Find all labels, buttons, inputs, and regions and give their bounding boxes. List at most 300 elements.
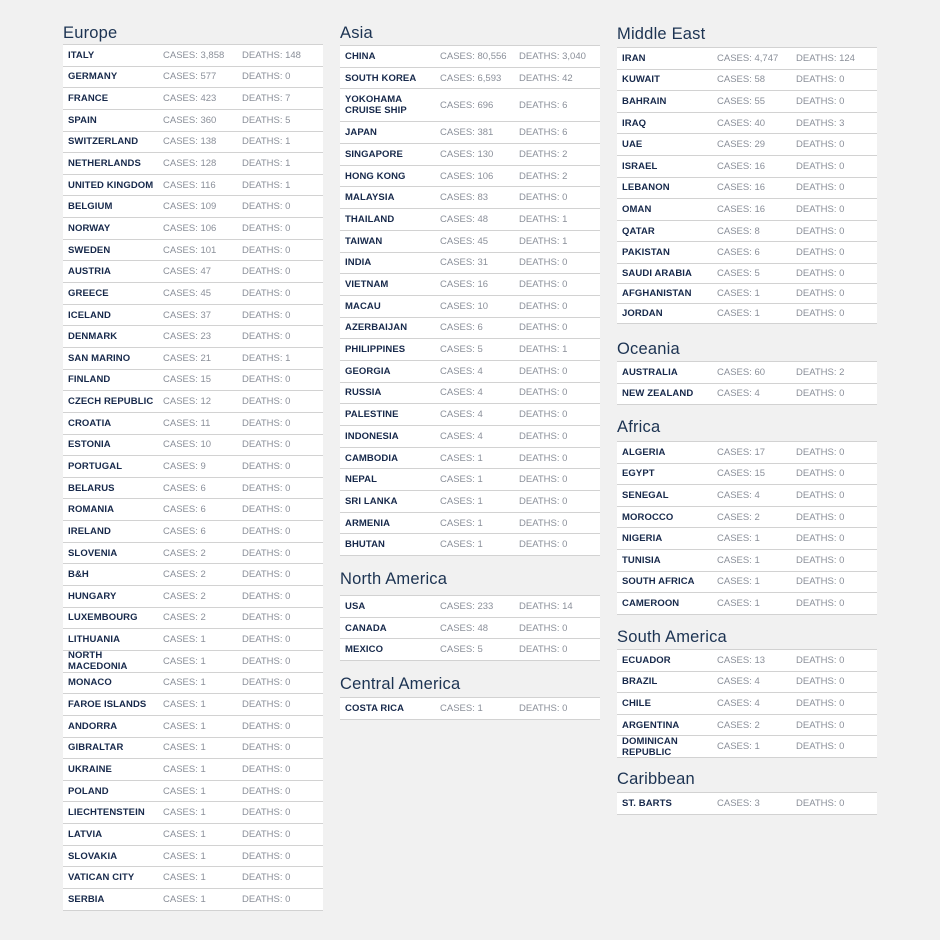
cases-count: CASES: 1 xyxy=(440,495,483,507)
table-row xyxy=(340,274,600,296)
deaths-count: DEATHS: 2 xyxy=(519,148,568,160)
cases-count: CASES: 1 xyxy=(717,741,760,753)
cases-count: CASES: 128 xyxy=(163,158,217,170)
table-row xyxy=(340,339,600,361)
table-row xyxy=(63,694,323,716)
deaths-count: DEATHS: 0 xyxy=(242,266,291,278)
deaths-count: DEATHS: 0 xyxy=(796,697,845,709)
table-row xyxy=(617,485,877,507)
cases-count: CASES: 360 xyxy=(163,114,217,126)
table-row xyxy=(617,134,877,156)
country-name: HUNGARY xyxy=(68,590,117,602)
table-row xyxy=(617,693,877,715)
country-name: ESTONIA xyxy=(68,439,111,451)
deaths-count: DEATHS: 0 xyxy=(796,533,845,545)
table-row xyxy=(617,178,877,200)
deaths-count: DEATHS: 0 xyxy=(519,539,568,551)
country-name: AUSTRALIA xyxy=(622,366,678,378)
deaths-count: DEATHS: 0 xyxy=(796,182,845,194)
cases-count: CASES: 1 xyxy=(440,474,483,486)
table-row xyxy=(340,144,600,166)
deaths-count: DEATHS: 0 xyxy=(242,634,291,646)
deaths-count: DEATHS: 1 xyxy=(519,344,568,356)
cases-count: CASES: 2 xyxy=(163,569,206,581)
cases-count: CASES: 83 xyxy=(440,192,489,204)
cases-count: CASES: 2 xyxy=(163,547,206,559)
table-row xyxy=(63,716,323,738)
country-name: ROMANIA xyxy=(68,504,115,516)
table-row xyxy=(617,91,877,113)
country-name: SAN MARINO xyxy=(68,352,131,364)
table-row xyxy=(63,543,323,565)
deaths-count: DEATHS: 0 xyxy=(519,702,568,714)
deaths-count: DEATHS: 0 xyxy=(242,655,291,667)
table-row xyxy=(617,362,877,384)
table-row xyxy=(63,608,323,630)
deaths-count: DEATHS: 0 xyxy=(242,763,291,775)
cases-count: CASES: 60 xyxy=(717,366,766,378)
table-row xyxy=(617,156,877,178)
deaths-count: DEATHS: 0 xyxy=(519,300,568,312)
country-name: GERMANY xyxy=(68,71,118,83)
table-row xyxy=(617,793,877,815)
deaths-count: DEATHS: 1 xyxy=(519,235,568,247)
cases-count: CASES: 1 xyxy=(163,872,206,884)
deaths-count: DEATHS: 0 xyxy=(519,409,568,421)
deaths-count: DEATHS: 0 xyxy=(519,322,568,334)
country-name: B&H xyxy=(68,569,89,581)
country-name: SPAIN xyxy=(68,114,97,126)
cases-count: CASES: 10 xyxy=(163,439,212,451)
country-name: THAILAND xyxy=(345,213,395,225)
cases-count: CASES: 4 xyxy=(717,676,760,688)
country-name: DENMARK xyxy=(68,331,118,343)
cases-count: CASES: 1 xyxy=(163,828,206,840)
cases-count: CASES: 5 xyxy=(440,644,483,656)
country-name: KUWAIT xyxy=(622,74,661,86)
deaths-count: DEATHS: 0 xyxy=(796,95,845,107)
table-row xyxy=(63,196,323,218)
cases-count: CASES: 16 xyxy=(717,182,766,194)
deaths-count: DEATHS: 0 xyxy=(242,201,291,213)
deaths-count: DEATHS: 0 xyxy=(519,474,568,486)
country-name: VIETNAM xyxy=(345,279,389,291)
cases-count: CASES: 1 xyxy=(163,699,206,711)
table-row xyxy=(617,48,877,70)
deaths-count: DEATHS: 1 xyxy=(242,158,291,170)
cases-count: CASES: 1 xyxy=(440,539,483,551)
table-row xyxy=(63,153,323,175)
table-row xyxy=(617,199,877,221)
deaths-count: DEATHS: 0 xyxy=(796,307,845,319)
cases-count: CASES: 130 xyxy=(440,148,494,160)
country-name: BHUTAN xyxy=(345,539,386,551)
region-table-caribbean xyxy=(617,792,877,815)
deaths-count: DEATHS: 148 xyxy=(242,49,301,61)
cases-count: CASES: 47 xyxy=(163,266,212,278)
table-row xyxy=(63,781,323,803)
cases-count: CASES: 4 xyxy=(440,430,483,442)
deaths-count: DEATHS: 0 xyxy=(242,742,291,754)
table-row xyxy=(340,318,600,340)
country-name: LUXEMBOURG xyxy=(68,612,138,624)
region-table-asia xyxy=(340,45,600,556)
deaths-count: DEATHS: 2 xyxy=(796,366,845,378)
cases-count: CASES: 1 xyxy=(440,517,483,529)
cases-count: CASES: 1 xyxy=(163,742,206,754)
deaths-count: DEATHS: 0 xyxy=(242,482,291,494)
country-name: SOUTH AFRICA xyxy=(622,576,695,588)
deaths-count: DEATHS: 0 xyxy=(242,785,291,797)
cases-count: CASES: 1 xyxy=(163,807,206,819)
country-name: UAE xyxy=(622,139,643,151)
country-name: AFGHANISTAN xyxy=(622,287,692,299)
deaths-count: DEATHS: 0 xyxy=(242,331,291,343)
region-table-europe xyxy=(63,44,323,911)
country-name: ITALY xyxy=(68,49,95,61)
cases-count: CASES: 1 xyxy=(717,576,760,588)
country-name: LITHUANIA xyxy=(68,634,121,646)
table-row xyxy=(340,253,600,275)
country-name: INDONESIA xyxy=(345,430,399,442)
country-name: POLAND xyxy=(68,785,109,797)
table-row xyxy=(63,651,323,673)
country-name: UKRAINE xyxy=(68,763,112,775)
cases-count: CASES: 4 xyxy=(440,409,483,421)
table-row xyxy=(340,296,600,318)
cases-count: CASES: 1 xyxy=(717,307,760,319)
deaths-count: DEATHS: 0 xyxy=(796,267,845,279)
deaths-count: DEATHS: 0 xyxy=(242,287,291,299)
table-row xyxy=(340,469,600,491)
country-name: SOUTH KOREA xyxy=(345,72,417,84)
table-row xyxy=(63,629,323,651)
table-row xyxy=(617,464,877,486)
country-name: LATVIA xyxy=(68,828,103,840)
table-row xyxy=(63,88,323,110)
table-row xyxy=(617,736,877,758)
table-row xyxy=(617,304,877,324)
deaths-count: DEATHS: 1 xyxy=(242,352,291,364)
cases-count: CASES: 233 xyxy=(440,600,494,612)
cases-count: CASES: 6 xyxy=(717,247,760,259)
table-row xyxy=(617,593,877,615)
country-name: NIGERIA xyxy=(622,533,663,545)
cases-count: CASES: 40 xyxy=(717,117,766,129)
cases-count: CASES: 4,747 xyxy=(717,52,779,64)
deaths-count: DEATHS: 0 xyxy=(796,511,845,523)
deaths-count: DEATHS: 0 xyxy=(519,279,568,291)
table-row xyxy=(63,867,323,889)
cases-count: CASES: 1 xyxy=(163,677,206,689)
deaths-count: DEATHS: 0 xyxy=(796,654,845,666)
cases-count: CASES: 17 xyxy=(717,446,766,458)
deaths-count: DEATHS: 0 xyxy=(796,74,845,86)
deaths-count: DEATHS: 0 xyxy=(519,365,568,377)
country-name: JORDAN xyxy=(622,307,663,319)
country-name: MOROCCO xyxy=(622,511,674,523)
deaths-count: DEATHS: 0 xyxy=(242,807,291,819)
deaths-count: DEATHS: 0 xyxy=(796,489,845,501)
cases-count: CASES: 106 xyxy=(163,222,217,234)
region-title-north-america: North America xyxy=(340,570,448,588)
table-row xyxy=(63,45,323,67)
deaths-count: DEATHS: 0 xyxy=(242,396,291,408)
country-name: RUSSIA xyxy=(345,387,382,399)
country-name: CANADA xyxy=(345,622,387,634)
deaths-count: DEATHS: 0 xyxy=(796,719,845,731)
cases-count: CASES: 4 xyxy=(717,697,760,709)
table-row xyxy=(63,521,323,543)
country-name: SRI LANKA xyxy=(345,495,398,507)
country-name: CZECH REPUBLIC xyxy=(68,396,154,408)
table-row xyxy=(617,507,877,529)
cases-count: CASES: 381 xyxy=(440,127,494,139)
deaths-count: DEATHS: 0 xyxy=(796,797,845,809)
deaths-count: DEATHS: 0 xyxy=(796,160,845,172)
deaths-count: DEATHS: 0 xyxy=(519,430,568,442)
deaths-count: DEATHS: 0 xyxy=(242,612,291,624)
deaths-count: DEATHS: 0 xyxy=(242,699,291,711)
country-name: LEBANON xyxy=(622,182,670,194)
country-name: YOKOHAMA CRUISE SHIP xyxy=(345,94,407,117)
table-row xyxy=(340,491,600,513)
country-name: BELGIUM xyxy=(68,201,113,213)
deaths-count: DEATHS: 1 xyxy=(242,179,291,191)
table-row xyxy=(63,261,323,283)
country-name: COSTA RICA xyxy=(345,702,405,714)
cases-count: CASES: 1 xyxy=(717,287,760,299)
deaths-count: DEATHS: 0 xyxy=(242,872,291,884)
deaths-count: DEATHS: 3,040 xyxy=(519,50,586,62)
table-row xyxy=(340,596,600,618)
cases-count: CASES: 1 xyxy=(163,850,206,862)
deaths-count: DEATHS: 0 xyxy=(796,203,845,215)
cases-count: CASES: 37 xyxy=(163,309,212,321)
country-name: SINGAPORE xyxy=(345,148,403,160)
deaths-count: DEATHS: 0 xyxy=(242,71,291,83)
table-row xyxy=(63,846,323,868)
deaths-count: DEATHS: 0 xyxy=(796,576,845,588)
table-row xyxy=(340,209,600,231)
cases-count: CASES: 9 xyxy=(163,460,206,472)
country-name: FAROE ISLANDS xyxy=(68,699,147,711)
table-row xyxy=(340,513,600,535)
deaths-count: DEATHS: 0 xyxy=(242,222,291,234)
country-name: ICELAND xyxy=(68,309,111,321)
deaths-count: DEATHS: 1 xyxy=(519,213,568,225)
deaths-count: DEATHS: 0 xyxy=(796,287,845,299)
cases-count: CASES: 4 xyxy=(717,388,760,400)
country-name: CHINA xyxy=(345,50,376,62)
cases-count: CASES: 13 xyxy=(717,654,766,666)
table-row xyxy=(63,586,323,608)
country-name: JAPAN xyxy=(345,127,377,139)
region-title-oceania: Oceania xyxy=(617,340,680,358)
table-row xyxy=(340,166,600,188)
country-name: CAMBODIA xyxy=(345,452,399,464)
table-row xyxy=(340,698,600,720)
cases-count: CASES: 138 xyxy=(163,136,217,148)
table-row xyxy=(340,46,600,68)
cases-count: CASES: 31 xyxy=(440,257,489,269)
deaths-count: DEATHS: 0 xyxy=(519,452,568,464)
cases-count: CASES: 1 xyxy=(163,763,206,775)
table-row xyxy=(63,499,323,521)
country-name: NEPAL xyxy=(345,474,377,486)
cases-count: CASES: 1 xyxy=(440,452,483,464)
deaths-count: DEATHS: 6 xyxy=(519,99,568,111)
country-name: CHILE xyxy=(622,697,651,709)
country-name: FRANCE xyxy=(68,93,109,105)
country-name: ALGERIA xyxy=(622,446,666,458)
country-name: SLOVAKIA xyxy=(68,850,118,862)
deaths-count: DEATHS: 0 xyxy=(242,720,291,732)
country-name: USA xyxy=(345,600,366,612)
country-name: NORWAY xyxy=(68,222,111,234)
cases-count: CASES: 1 xyxy=(717,533,760,545)
cases-count: CASES: 423 xyxy=(163,93,217,105)
country-name: ISRAEL xyxy=(622,160,658,172)
deaths-count: DEATHS: 0 xyxy=(242,677,291,689)
deaths-count: DEATHS: 6 xyxy=(519,127,568,139)
cases-count: CASES: 48 xyxy=(440,622,489,634)
table-row xyxy=(340,618,600,640)
table-row xyxy=(63,110,323,132)
table-row xyxy=(617,650,877,672)
table-row xyxy=(617,550,877,572)
deaths-count: DEATHS: 0 xyxy=(519,517,568,529)
cases-count: CASES: 109 xyxy=(163,201,217,213)
cases-count: CASES: 58 xyxy=(717,74,766,86)
deaths-count: DEATHS: 0 xyxy=(519,387,568,399)
table-row xyxy=(63,67,323,89)
cases-count: CASES: 2 xyxy=(717,719,760,731)
table-row xyxy=(63,478,323,500)
country-name: TUNISIA xyxy=(622,554,661,566)
table-row xyxy=(63,456,323,478)
country-name: SWITZERLAND xyxy=(68,136,139,148)
table-row xyxy=(340,404,600,426)
cases-count: CASES: 12 xyxy=(163,396,212,408)
table-row xyxy=(340,122,600,144)
table-row xyxy=(63,391,323,413)
cases-count: CASES: 4 xyxy=(717,489,760,501)
country-name: PALESTINE xyxy=(345,409,399,421)
cases-count: CASES: 1 xyxy=(163,785,206,797)
cases-count: CASES: 80,556 xyxy=(440,50,507,62)
deaths-count: DEATHS: 42 xyxy=(519,72,573,84)
country-name: SAUDI ARABIA xyxy=(622,267,692,279)
table-row xyxy=(340,361,600,383)
cases-count: CASES: 6 xyxy=(163,525,206,537)
deaths-count: DEATHS: 0 xyxy=(519,644,568,656)
deaths-count: DEATHS: 0 xyxy=(242,374,291,386)
table-row xyxy=(617,284,877,304)
deaths-count: DEATHS: 0 xyxy=(242,850,291,862)
table-row xyxy=(617,264,877,284)
region-table-north-america xyxy=(340,595,600,661)
table-row xyxy=(340,383,600,405)
table-row xyxy=(63,802,323,824)
country-name: TAIWAN xyxy=(345,235,383,247)
cases-count: CASES: 116 xyxy=(163,179,216,191)
deaths-count: DEATHS: 0 xyxy=(519,495,568,507)
country-name: GIBRALTAR xyxy=(68,742,124,754)
deaths-count: DEATHS: 0 xyxy=(796,446,845,458)
table-row xyxy=(617,672,877,694)
cases-count: CASES: 2 xyxy=(717,511,760,523)
cases-count: CASES: 3,858 xyxy=(163,49,225,61)
cases-count: CASES: 1 xyxy=(163,893,206,905)
deaths-count: DEATHS: 7 xyxy=(242,93,291,105)
deaths-count: DEATHS: 0 xyxy=(796,554,845,566)
cases-count: CASES: 21 xyxy=(163,352,212,364)
table-row xyxy=(63,132,323,154)
region-title-africa: Africa xyxy=(617,418,661,436)
country-name: INDIA xyxy=(345,257,372,269)
region-table-middle-east xyxy=(617,47,877,324)
country-name: PAKISTAN xyxy=(622,247,670,259)
deaths-count: DEATHS: 0 xyxy=(242,893,291,905)
deaths-count: DEATHS: 1 xyxy=(242,136,291,148)
deaths-count: DEATHS: 0 xyxy=(519,622,568,634)
deaths-count: DEATHS: 0 xyxy=(242,244,291,256)
cases-count: CASES: 1 xyxy=(163,655,206,667)
cases-count: CASES: 2 xyxy=(163,612,206,624)
country-name: IRAQ xyxy=(622,117,647,129)
cases-count: CASES: 1 xyxy=(163,634,206,646)
table-row xyxy=(617,715,877,737)
country-name: SLOVENIA xyxy=(68,547,118,559)
cases-count: CASES: 10 xyxy=(440,300,489,312)
region-title-middle-east: Middle East xyxy=(617,25,706,43)
cases-count: CASES: 577 xyxy=(163,71,217,83)
table-row xyxy=(63,348,323,370)
country-name: ARGENTINA xyxy=(622,719,680,731)
cases-count: CASES: 45 xyxy=(440,235,489,247)
deaths-count: DEATHS: 124 xyxy=(796,52,855,64)
country-name: AZERBAIJAN xyxy=(345,322,408,334)
country-name: IRAN xyxy=(622,52,646,64)
table-row xyxy=(63,673,323,695)
cases-count: CASES: 2 xyxy=(163,590,206,602)
country-name: LIECHTENSTEIN xyxy=(68,807,145,819)
deaths-count: DEATHS: 5 xyxy=(242,114,291,126)
region-title-south-america: South America xyxy=(617,628,727,646)
country-name: BAHRAIN xyxy=(622,95,667,107)
cases-count: CASES: 6 xyxy=(163,504,206,516)
cases-count: CASES: 1 xyxy=(440,702,483,714)
country-name: HONG KONG xyxy=(345,170,406,182)
deaths-count: DEATHS: 0 xyxy=(796,225,845,237)
table-row xyxy=(617,528,877,550)
table-row xyxy=(63,326,323,348)
deaths-count: DEATHS: 0 xyxy=(242,569,291,581)
table-row xyxy=(63,305,323,327)
table-row xyxy=(63,370,323,392)
region-table-oceania xyxy=(617,361,877,405)
region-title-europe: Europe xyxy=(63,24,118,42)
country-name: SERBIA xyxy=(68,893,105,905)
cases-count: CASES: 6,593 xyxy=(440,72,502,84)
cases-count: CASES: 106 xyxy=(440,170,494,182)
cases-count: CASES: 5 xyxy=(440,344,483,356)
table-row xyxy=(340,426,600,448)
country-name: VATICAN CITY xyxy=(68,872,135,884)
table-row xyxy=(63,824,323,846)
country-name: UNITED KINGDOM xyxy=(68,179,154,191)
